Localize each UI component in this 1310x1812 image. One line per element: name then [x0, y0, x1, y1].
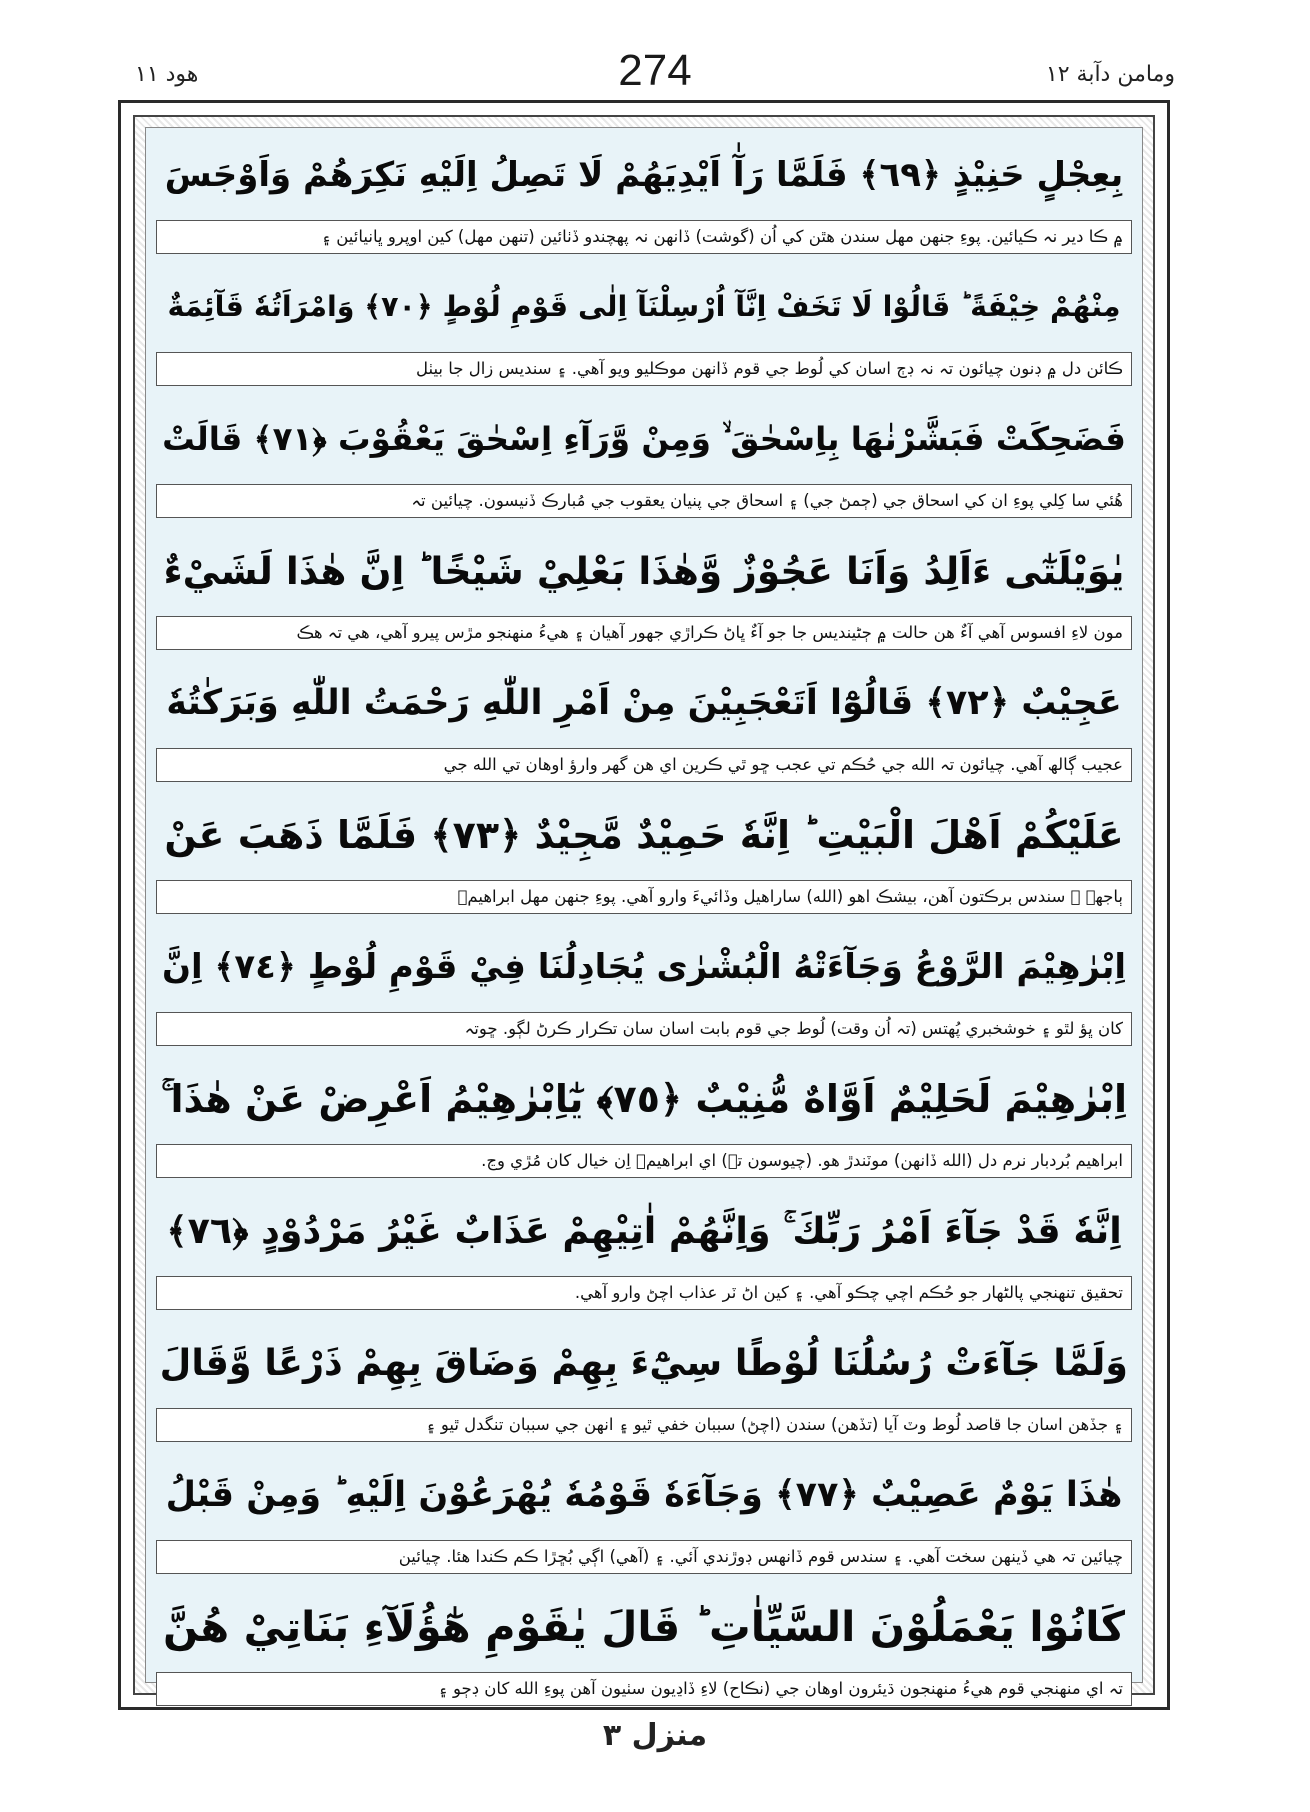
verse-block [146, 1316, 1142, 1448]
translation-line: عجيب ڳالھ آهي. چيائون تہ الله جي حُڪم تي عجب ڇو ٿي ڪرين اي هن گهر وارؤ اوهان تي الله جي [156, 748, 1132, 782]
manzil-marker: منزل ٣ [602, 1718, 708, 1753]
verse-block [146, 260, 1142, 392]
arabic-line: فَضَحِكَتْ فَبَشَّرْنٰهَا بِاِسْحٰقَ ۙ وَمِنْ وَّرَآءِ اِسْحٰقَ يَعْقُوْبَ ﴿٧١﴾ قَالَتْ [162, 420, 1126, 458]
text-area [145, 127, 1143, 1698]
arabic-line: عَجِيْبٌ ﴿٧٢﴾ قَالُوْٓا اَتَعْجَبِيْنَ مِنْ اَمْرِ اللّٰهِ رَحْمَتُ اللّٰهِ وَبَرَكٰتُهٗ [166, 683, 1122, 723]
verse-block [146, 788, 1142, 920]
translation-line: هُئي سا کِلي پوءِ ان کي اسحاق جي (ڄمڻ جي) ۽ اسحاق جي پنيان يعقوب جي مُبارڪ ڏنيسون. چيائين تہ [156, 484, 1132, 518]
translation-line: مون لاءِ افسوس آهي آءٌ هن حالت ۾ ڄڻينديس جا جو آءٌ ڀاڻ ڪراڙي جهور آهيان ۽ هيءُ منهنجو مڙس پيرو آهي، هي تہ هڪ [156, 616, 1132, 650]
juz-name-header: ومامن دآبة ١٢ [1045, 62, 1175, 87]
page-frame [118, 100, 1170, 1710]
arabic-line: بِعِجْلٍ حَنِيْذٍ ﴿٦٩﴾ فَلَمَّا رَآٰ اَيْدِيَهُمْ لَا تَصِلُ اِلَيْهِ نَكِرَهُمْ وَاَوْجَسَ [164, 155, 1124, 195]
translation-line: ۾ ڪا دير نہ ڪيائين. پوءِ جنهن مهل سندن هٿن کي اُن (گوشت) ڏانهن نہ پهچندو ڏٺائين (تنهن مهل) کين اوپرو ڀانيائين ۽ [156, 220, 1132, 254]
arabic-line: كَانُوْا يَعْمَلُوْنَ السَّيِّاٰتِ ؕ قَالَ يٰقَوْمِ هٰٓؤُلَآءِ بَنَاتِيْ هُنَّ [163, 1602, 1125, 1651]
arabic-line: اِبْرٰهِيْمَ الرَّوْعُ وَجَآءَتْهُ الْبُشْرٰى يُجَادِلُنَا فِيْ قَوْمِ لُوْطٍ ﴿٧٤﴾ اِنَّ [161, 947, 1127, 987]
verse-block [146, 1184, 1142, 1316]
translation-line: ابراهيم بُردبار نرم دل (الله ڏانهن) موٽندڙ هو. (چيوسون تہ) اي ابراهيمؑ اِن خيال کان مُڙي وڃ. [156, 1144, 1132, 1178]
translation-line: ڪائن دل ۾ ڊنون چيائون تہ نہ ڊڄ اسان کي لُوط جي قوم ڏانهن موڪليو ويو آهي. ۽ سنديس زال جا بيٺل [156, 352, 1132, 386]
translation-line: ٻاجهہ ۽ سندس برڪتون آهن، بيشڪ اهو (الله) ساراهيل وڏائيءَ وارو آهي. پوءِ جنهن مهل ابراهيمؑ [156, 880, 1132, 914]
translation-line: ۽ جڏهن اسان جا قاصد لُوط وٽ آيا (تڏهن) سندن (اچڻ) سببان خفي ٿيو ۽ انهن جي سببان تنگدل ٿيو ۽ [156, 1408, 1132, 1442]
verse-block [146, 524, 1142, 656]
translation-line: تہ اي منهنجي قوم هيءُ منهنجون ڌيئرون اوهان جي (نڪاح) لاءِ ڏاڍيون سٺيون آهن پوءِ الله کان ڊڄو ۽ [156, 1672, 1132, 1706]
arabic-line: هٰذَا يَوْمٌ عَصِيْبٌ ﴿٧٧﴾ وَجَآءَهٗ قَوْمُهٗ يُهْرَعُوْنَ اِلَيْهِ ؕ وَمِنْ قَبْلُ [165, 1475, 1123, 1515]
arabic-line: مِنْهُمْ خِيْفَةً ؕ قَالُوْا لَا تَخَفْ اِنَّآ اُرْسِلْنَآ اِلٰى قَوْمِ لُوْطٍ ﴿٧٠﴾ وَامْرَاَتُهٗ قَآئِمَةٌ [167, 290, 1121, 323]
arabic-line: وَلَمَّا جَآءَتْ رُسُلُنَا لُوْطًا سِيْٓءَ بِهِمْ وَضَاقَ بِهِمْ ذَرْعًا وَّقَالَ [160, 1341, 1128, 1384]
translation-line: تحقيق تنهنجي پالڻهار جو حُڪم اچي چڪو آهي. ۽ کين اڻ ٽر عذاب اچڻ وارو آهي. [156, 1276, 1132, 1310]
verse-block [146, 392, 1142, 524]
arabic-line: يٰوَيْلَتٰٓى ءَاَلِدُ وَاَنَا عَجُوْزٌ وَّهٰذَا بَعْلِيْ شَيْخًا ؕ اِنَّ هٰذَا لَشَيْءٌ [163, 549, 1125, 593]
verse-block [146, 1580, 1142, 1712]
arabic-line: اِنَّهٗ قَدْ جَآءَ اَمْرُ رَبِّكَ ۚ وَاِنَّهُمْ اٰتِيْهِمْ عَذَابٌ غَيْرُ مَرْدُوْدٍ ﴿٧٦﴾ [166, 1209, 1122, 1252]
arabic-line: اِبْرٰهِيْمَ لَحَلِيْمٌ اَوَّاهٌ مُّنِيْبٌ ﴿٧٥﴾ يٰٓاِبْرٰهِيْمُ اَعْرِضْ عَنْ هٰذَا ۚ [160, 1077, 1128, 1121]
verse-block [146, 920, 1142, 1052]
arabic-line: عَلَيْكُمْ اَهْلَ الْبَيْتِ ؕ اِنَّهٗ حَمِيْدٌ مَّجِيْدٌ ﴿٧٣﴾ فَلَمَّا ذَهَبَ عَنْ [164, 813, 1124, 857]
translation-line: چيائين تہ هي ڏينهن سخت آهي. ۽ سندس قوم ڏانهس ڊوڙندي آئي. ۽ (آهي) اڳي بُڇڙا ڪم ڪندا هئا. چيائين [156, 1540, 1132, 1574]
verse-block [146, 128, 1142, 260]
decorative-border [133, 115, 1155, 1698]
surah-name-header: هود ١١ [135, 62, 199, 87]
verse-block [146, 1052, 1142, 1184]
translation-line: کان ڀؤ لٿو ۽ خوشخبري پُهتس (تہ اُن وقت) لُوط جي قوم بابت اسان سان تڪرار ڪرڻ لڳو. ڇوتہ [156, 1012, 1132, 1046]
verse-block [146, 656, 1142, 788]
verse-block [146, 1448, 1142, 1580]
page-number: 274 [618, 46, 692, 95]
